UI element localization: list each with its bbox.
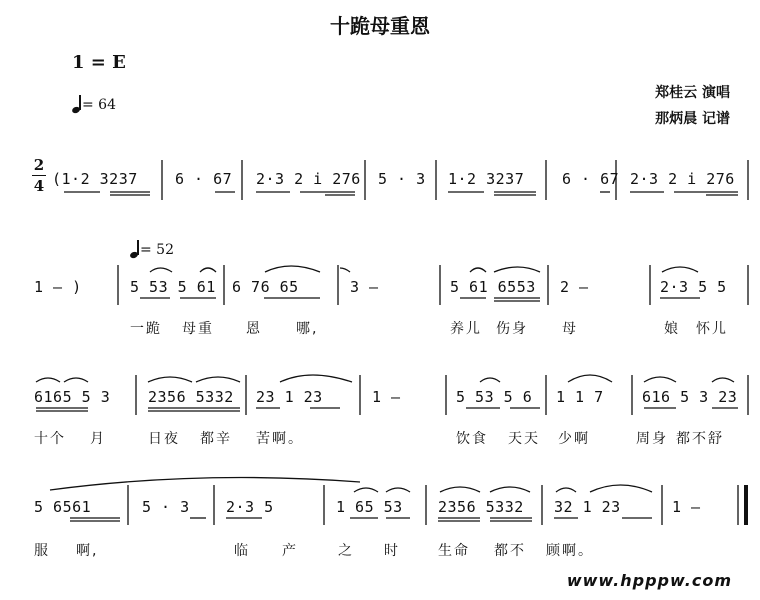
system-1-measure-5: 1·2 3237 xyxy=(448,170,525,188)
system-4-measure-5: 2356 5332 xyxy=(438,498,524,516)
system-1-measure-3: 2·3 2 i 276 xyxy=(256,170,361,188)
lyric-4-3: 临 xyxy=(234,543,250,559)
system-3-measure-5: 5 53 5 6 xyxy=(456,388,533,406)
system-4-measure-3: 2·3 5 xyxy=(226,498,274,516)
lyric-4-9: 顾啊。 xyxy=(546,543,594,559)
key-signature: 1 = E xyxy=(72,52,126,73)
lyric-2-4: 哪, xyxy=(296,321,319,337)
lyric-3-10: 都不舒 xyxy=(676,431,724,447)
system-2-measure-5: 5 61 6553 xyxy=(450,278,536,296)
time-signature-bottom: 4 xyxy=(33,177,45,195)
lyric-3-9: 周身 xyxy=(636,431,668,447)
system-4-measure-7: 1 – xyxy=(672,498,701,516)
lyric-4-4: 产 xyxy=(282,543,298,559)
lyric-2-2: 母重 xyxy=(182,321,214,337)
lyric-3-7: 天天 xyxy=(508,431,540,447)
system-2-measure-6: 2 – xyxy=(560,278,589,296)
lyric-4-5: 之 xyxy=(338,543,354,559)
lyric-3-1: 十个 xyxy=(34,431,66,447)
lyric-3-5: 苦啊。 xyxy=(256,431,304,447)
tempo-value: = 64 xyxy=(82,97,116,113)
lyric-3-6: 饮食 xyxy=(456,431,488,447)
lyric-2-7: 母 xyxy=(562,321,578,337)
lyric-2-1: 一跪 xyxy=(130,321,162,337)
performer-credit: 郑桂云 演唱 xyxy=(655,85,730,101)
system-4-measure-1: 5 6561 xyxy=(34,498,92,516)
lyric-2-8: 娘 xyxy=(664,321,680,337)
system-3-measure-2: 2356 5332 xyxy=(148,388,234,406)
system-3-measure-4: 1 – xyxy=(372,388,401,406)
lyric-4-7: 生命 xyxy=(438,543,470,559)
lyric-2-3: 恩 xyxy=(246,321,262,337)
system-3-measure-7: 616 5 3 23 xyxy=(642,388,738,406)
system-4-measure-2: 5 · 3 xyxy=(142,498,190,516)
system-1-measure-2: 6 · 67 xyxy=(175,170,233,188)
lyric-3-4: 都辛 xyxy=(200,431,232,447)
system-2-measure-3: 6 76 65 xyxy=(232,278,299,296)
system-1-measure-1: (1·2 3237 xyxy=(52,170,138,188)
song-title: 十跪母重恩 xyxy=(330,14,430,38)
system-3-measure-1: 6165 5 3 xyxy=(34,388,111,406)
lyric-4-1: 服 xyxy=(34,543,50,559)
lyric-2-5: 养儿 xyxy=(450,321,482,337)
lyric-3-2: 月 xyxy=(90,431,106,447)
system-1-measure-7: 2·3 2 i 276 xyxy=(630,170,735,188)
system-1-measure-6: 6 · 67 xyxy=(562,170,620,188)
system-2-measure-7: 2·3 5 5 xyxy=(660,278,727,296)
system-2-measure-4: 3 – xyxy=(350,278,379,296)
system-4-measure-6: 32 1 23 xyxy=(554,498,621,516)
watermark: www.hpppw.com xyxy=(566,571,732,590)
system-1-measure-4: 5 · 3 xyxy=(378,170,426,188)
lyric-2-6: 伤身 xyxy=(496,321,528,337)
time-signature-top: 2 xyxy=(33,156,45,174)
transcriber-credit: 那炳晨 记谱 xyxy=(655,111,730,127)
lyric-3-8: 少啊 xyxy=(558,431,590,447)
system-4-measure-4: 1 65 53 xyxy=(336,498,403,516)
lyric-3-3: 日夜 xyxy=(148,431,180,447)
lyric-4-2: 啊, xyxy=(76,543,99,559)
lyric-4-6: 时 xyxy=(384,543,400,559)
system-2-measure-1: 1 – ) xyxy=(34,278,82,296)
final-barline-thick xyxy=(744,485,748,525)
tempo-change-value: = 52 xyxy=(140,242,174,258)
lyric-2-9: 怀儿 xyxy=(696,321,728,337)
system-3-measure-3: 23 1 23 xyxy=(256,388,323,406)
lyric-4-8: 都不 xyxy=(494,543,526,559)
system-3-measure-6: 1 1 7 xyxy=(556,388,604,406)
system-2-measure-2: 5 53 5 61 xyxy=(130,278,216,296)
